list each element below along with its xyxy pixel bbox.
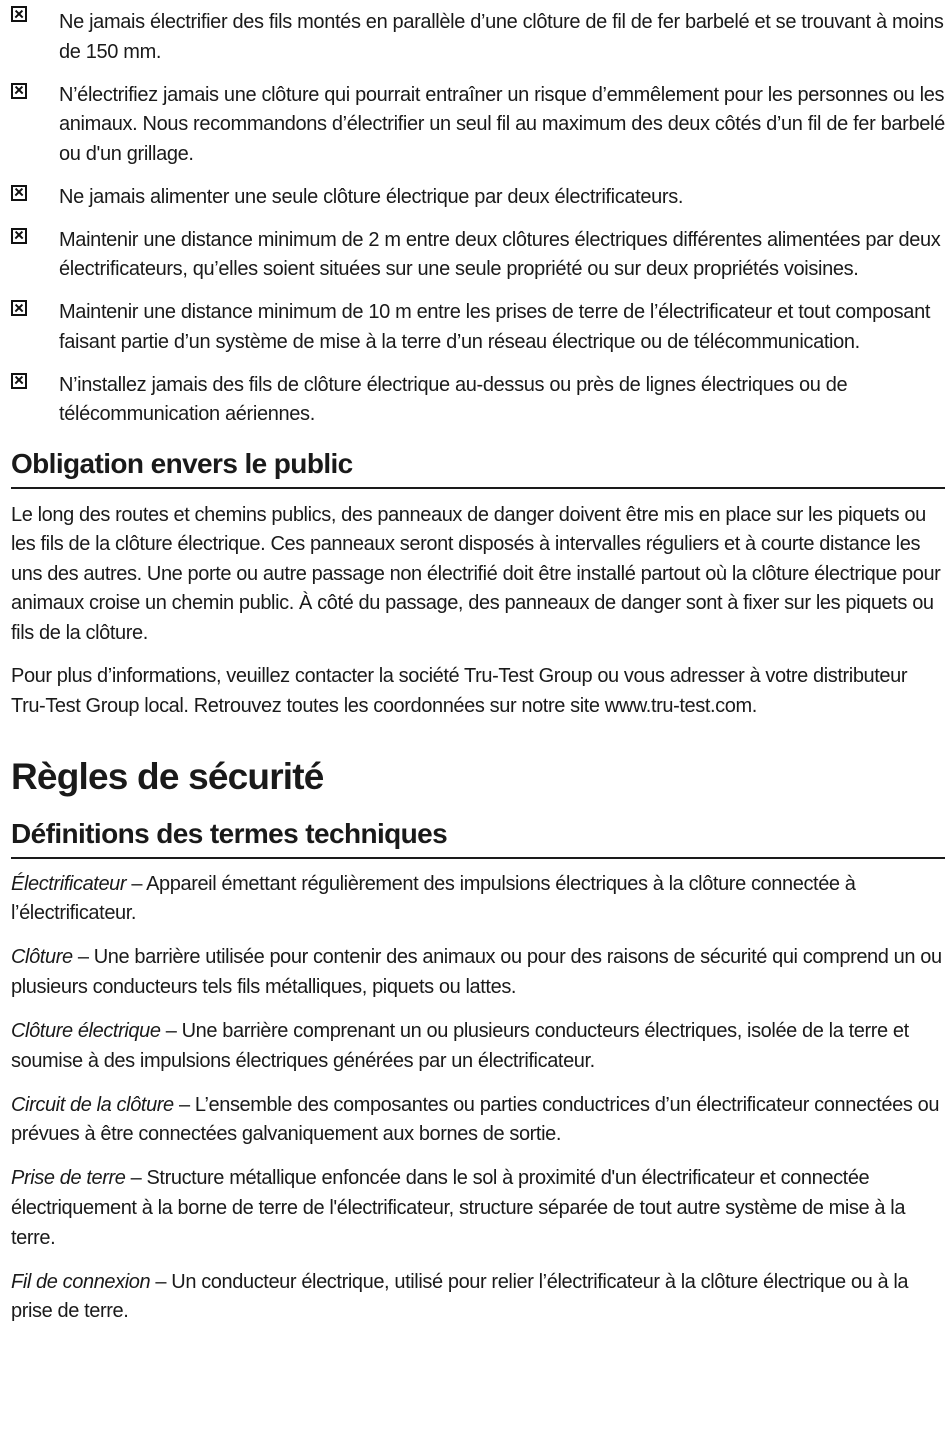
definition-item: [11, 870, 945, 929]
definition-text: – Une barrière utilisée pour contenir des animaux ou pour des raisons de sécurité qui comprend un ou plusieurs conducteurs tels fils métalliques, piquets ou lattes.: [11, 946, 942, 998]
list-item: [11, 0, 945, 67]
definition-term: Prise de terre: [11, 1167, 126, 1190]
definition-item: [11, 1017, 945, 1076]
list-item-text: Maintenir une distance minimum de 2 m entre deux clôtures électriques différentes alimentées par deux électrificateurs, qu’elles soient situées sur une seule propriété ou sur deux propriétés voisines.: [59, 228, 941, 280]
definition-item: [11, 943, 945, 1002]
definition-term: Clôture: [11, 946, 73, 969]
warning-list: [11, 0, 945, 430]
section-heading-public: Obligation envers le public: [11, 447, 945, 489]
list-item: [11, 371, 945, 430]
list-item: [11, 81, 945, 170]
definition-item: [11, 1268, 945, 1327]
definition-term: Clôture électrique: [11, 1020, 161, 1043]
list-item: [11, 226, 945, 285]
x-box-icon: [11, 83, 27, 99]
list-item: [11, 298, 945, 357]
paragraph-contact: Pour plus d’informations, veuillez contacter la société Tru-Test Group ou vous adresser à votre distributeur Tru-Test Group local. Retrouvez toutes les coordonnées sur notre site www.tru-test.com.: [11, 665, 908, 718]
list-item-text: N’installez jamais des fils de clôture électrique au-dessus ou près de lignes électriques ou de télécommunication aériennes.: [59, 373, 848, 425]
list-item-text: Ne jamais alimenter une seule clôture électrique par deux électrificateurs.: [59, 185, 684, 208]
definition-term: Électrificateur: [11, 872, 127, 895]
x-box-icon: [11, 373, 27, 389]
paragraph-public-signs: Le long des routes et chemins publics, des panneaux de danger doivent être mis en place sur les piquets ou les fils de la clôture électrique. Ces panneaux seront disposés à intervalles réguliers et à courte distance les uns des autres. Une porte ou autre passage non électrifié doit être installé partout où la clôture électrique pour animaux croise un chemin public. À côté du passage, des panneaux de danger sont à fixer sur les piquets ou fils de la clôture.: [11, 503, 941, 644]
section-heading-definitions: Définitions des termes techniques: [11, 817, 945, 859]
definition-term: Circuit de la clôture: [11, 1093, 174, 1116]
document-page: [11, 0, 945, 1327]
definition-item: [11, 1164, 945, 1253]
x-box-icon: [11, 300, 27, 316]
definition-text: – Une barrière comprenant un ou plusieurs conducteurs électriques, isolée de la terre et soumise à des impulsions électriques générées par un électrificateur.: [11, 1020, 909, 1072]
definition-item: [11, 1091, 945, 1150]
x-box-icon: [11, 6, 27, 22]
list-item: [11, 183, 945, 213]
list-item-text: Maintenir une distance minimum de 10 m entre les prises de terre de l’électrificateur et tout composant faisant partie d’un système de mise à la terre d’un réseau électrique ou de télécommunication.: [59, 301, 931, 353]
list-item-text: Ne jamais électrifier des fils montés en parallèle d’une clôture de fil de fer barbelé et se trouvant à moins de 150 mm.: [59, 11, 944, 63]
page-title-safety: Règles de sécurité: [11, 755, 324, 797]
definition-text: – Appareil émettant régulièrement des impulsions électriques à la clôture connectée à l’électrificateur.: [11, 872, 856, 925]
definition-text: – Structure métallique enfoncée dans le sol à proximité d'un électrificateur et connectée électriquement à la borne de terre de l'électrificateur, structure séparée de tout autre système de mise à la terre.: [11, 1167, 906, 1249]
definition-term: Fil de connexion: [11, 1270, 151, 1293]
definition-text: – Un conducteur électrique, utilisé pour relier l’électrificateur à la clôture électrique ou à la prise de terre.: [11, 1270, 909, 1323]
definition-text: – L’ensemble des composantes ou parties conductrices d’un électrificateur connectées ou prévues à être connectées galvaniquement aux bornes de sortie.: [11, 1093, 940, 1146]
x-box-icon: [11, 185, 27, 201]
x-box-icon: [11, 228, 27, 244]
list-item-text: N’électrifiez jamais une clôture qui pourrait entraîner un risque d’emmêlement pour les personnes ou les animaux. Nous recommandons d’électrifier un seul fil au maximum des deux côtés d’un fil de fer barbelé ou d'un grillage.: [59, 83, 945, 165]
